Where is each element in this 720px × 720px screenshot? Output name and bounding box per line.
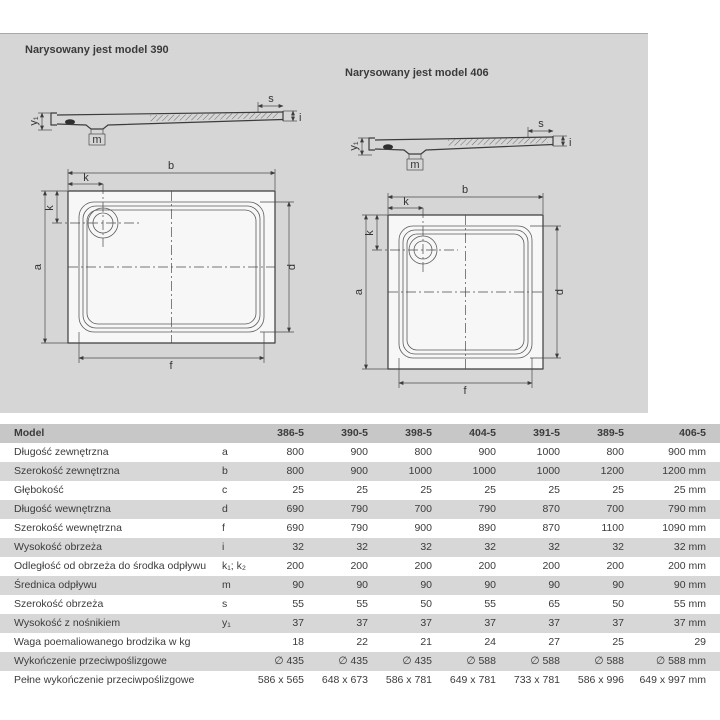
svg-text:k: k [44,205,56,211]
diagram-title: Narysowany jest model 390 [25,44,169,56]
dim-s [528,118,553,138]
row-symbol: f [222,522,225,534]
row-value: 25 [612,636,624,648]
table-row [0,557,720,576]
tray-edge-lip [369,138,375,150]
dim-m [407,154,423,171]
row-value: 24 [484,636,496,648]
row-value: 900 mm [668,446,706,458]
svg-text:d: d [554,288,566,296]
row-value: 21 [420,636,432,648]
svg-text:f: f [169,360,173,372]
row-value: 800 [286,446,304,458]
column-header: 390-5 [341,427,368,439]
dim-b [68,160,275,190]
row-value: 90 [356,579,368,591]
row-value: 1100 [601,522,624,534]
svg-text:s: s [268,93,274,105]
table-row [0,576,720,595]
row-label: Średnica odpływu [14,579,97,591]
row-value: 1000 [536,446,560,458]
row-value: 586 x 565 [257,674,304,686]
row-value: 586 x 996 [577,674,624,686]
tray-edge-lip [51,113,57,125]
row-value: 870 [542,522,560,534]
table-header-model: Model [14,427,45,439]
row-value: 32 [292,541,304,553]
svg-text:y₁: y₁ [28,116,40,126]
row-value: 37 [292,617,304,629]
row-value: 649 x 997 mm [639,674,706,686]
table-header-symbol [222,424,256,443]
column-header: 389-5 [597,427,624,439]
svg-text:b: b [461,184,469,196]
row-value: 700 [414,503,432,515]
row-value: 790 [350,503,368,515]
row-value: ∅ 435 [338,655,368,667]
dim-k-top [388,196,423,208]
row-symbol: m [222,579,231,591]
table-row [0,443,720,462]
row-value: 22 [356,636,368,648]
row-value: 32 [420,541,432,553]
row-value: 90 [420,579,432,591]
row-value: 1200 [600,465,624,477]
row-label: Wysokość obrzeża [14,541,103,553]
column-header: 391-5 [533,427,560,439]
svg-text:s: s [538,118,544,130]
dim-y1 [28,113,52,130]
row-value: 200 [606,560,624,572]
row-value: 55 [292,598,304,610]
row-value: 25 [484,484,496,496]
row-value: 25 [548,484,560,496]
row-symbol: y₁ [222,617,231,629]
row-value: 90 mm [673,579,706,591]
svg-text:a: a [32,263,44,271]
row-value: 37 mm [673,617,706,629]
row-value: 25 [612,484,624,496]
row-value: 37 [356,617,368,629]
row-label: Wysokość z nośnikiem [14,617,121,629]
svg-text:k: k [403,196,409,208]
row-value: 586 x 781 [385,674,432,686]
row-symbol: a [222,446,228,458]
dim-m [89,129,105,146]
row-symbol: s [222,598,228,610]
row-value: 800 [606,446,624,458]
row-label: Długość zewnętrzna [14,446,109,458]
row-symbol: c [222,484,228,496]
row-value: ∅ 588 mm [656,655,706,667]
row-value: ∅ 435 [402,655,432,667]
column-header: 406-5 [679,427,706,439]
row-value: ∅ 588 [530,655,560,667]
row-value: 733 x 781 [513,674,560,686]
table-row [0,652,720,671]
table-row [0,462,720,481]
row-value: 1200 mm [662,465,706,477]
row-value: 900 [350,465,368,477]
row-value: 900 [414,522,432,534]
table-row [0,538,720,557]
row-value: 200 [478,560,496,572]
svg-text:i: i [569,137,572,149]
table-header-row [0,424,720,443]
table-row [0,671,720,690]
row-symbol [222,671,256,690]
row-symbol: b [222,465,228,477]
column-header: 386-5 [277,427,304,439]
row-value: 37 [548,617,560,629]
row-value: 200 [414,560,432,572]
row-value: 29 [694,636,706,648]
row-value: 690 [286,503,304,515]
row-value: 55 [484,598,496,610]
row-value: 700 [606,503,624,515]
table-row [0,614,720,633]
row-value: 790 [350,522,368,534]
row-symbol [222,633,256,652]
row-value: 27 [548,636,560,648]
svg-text:f: f [463,385,467,397]
svg-text:k: k [83,172,89,184]
row-value: 25 [420,484,432,496]
row-value: 1000 [408,465,432,477]
row-symbol: k₁; k₂ [222,560,246,572]
row-value: 90 [548,579,560,591]
row-value: 90 [612,579,624,591]
row-label: Długość wewnętrzna [14,503,111,515]
row-value: 37 [420,617,432,629]
technical-drawing [0,34,648,414]
row-value: 50 [420,598,432,610]
row-label: Wykończenie przeciwpoślizgowe [14,655,167,667]
row-value: 37 [612,617,624,629]
side-profile-view-406 [348,118,571,171]
row-value: 18 [292,636,304,648]
column-header: 398-5 [405,427,432,439]
row-value: 55 mm [673,598,706,610]
row-label: Szerokość zewnętrzna [14,465,120,477]
row-value: 32 [548,541,560,553]
row-value: ∅ 588 [594,655,624,667]
row-value: 32 [356,541,368,553]
row-value: 32 mm [673,541,706,553]
table-row [0,519,720,538]
row-value: 800 [286,465,304,477]
spec-table [0,424,720,690]
row-symbol: d [222,503,228,515]
row-value: 790 [478,503,496,515]
side-profile-view-390 [28,93,301,146]
row-value: 25 mm [673,484,706,496]
row-label: Pełne wykończenie przeciwpoślizgowe [14,674,195,686]
diagram-title: Narysowany jest model 406 [345,67,489,79]
row-value: 25 [356,484,368,496]
row-value: 50 [612,598,624,610]
svg-text:m: m [410,159,420,171]
dim-b [388,184,543,214]
diagram-panel [0,33,648,413]
row-value: 90 [292,579,304,591]
top-view-390 [32,160,298,372]
diagram-model-406 [345,67,571,397]
table-row [0,595,720,614]
svg-text:i: i [299,112,302,124]
row-value: 200 [286,560,304,572]
row-label: Odległość od obrzeża do środka odpływu [14,560,207,572]
row-value: ∅ 588 [466,655,496,667]
table-row [0,481,720,500]
row-symbol [222,652,256,671]
row-value: 55 [356,598,368,610]
row-value: 800 [414,446,432,458]
column-header: 404-5 [469,427,496,439]
dim-s [258,93,283,113]
row-label: Szerokość obrzeża [14,598,104,610]
row-value: ∅ 435 [274,655,304,667]
row-value: 900 [478,446,496,458]
dim-a [32,191,68,343]
row-value: 648 x 673 [321,674,368,686]
row-label: Waga poemaliowanego brodzika w kg [14,636,191,648]
dim-k-left [44,191,57,223]
row-value: 900 [350,446,368,458]
svg-text:b: b [167,160,175,172]
row-label: Głębokość [14,484,64,496]
row-value: 65 [548,598,560,610]
dim-a [353,215,388,369]
row-value: 90 [484,579,496,591]
svg-text:d: d [286,263,298,271]
row-value: 890 [478,522,496,534]
row-value: 32 [484,541,496,553]
row-value: 32 [612,541,624,553]
tray-bottom-line [375,145,553,155]
dim-i [553,136,571,149]
row-symbol: i [222,541,225,553]
row-value: 790 mm [668,503,706,515]
row-value: 1000 [472,465,496,477]
tray-bottom-line [57,120,283,130]
row-value: 870 [542,503,560,515]
diagram-model-390 [25,44,301,372]
row-label: Szerokość wewnętrzna [14,522,122,534]
row-value: 1000 [536,465,560,477]
row-value: 200 [350,560,368,572]
svg-text:y₁: y₁ [348,141,360,151]
row-value: 200 [542,560,560,572]
table-row [0,633,720,652]
svg-text:k: k [364,230,376,236]
svg-text:a: a [353,288,365,296]
dim-k-top [68,172,103,184]
svg-text:m: m [92,134,102,146]
row-value: 649 x 781 [449,674,496,686]
row-value: 1090 mm [662,522,706,534]
table-row [0,500,720,519]
row-value: 200 mm [668,560,706,572]
row-value: 37 [484,617,496,629]
top-view-406 [353,184,566,397]
dim-i [283,111,301,124]
row-value: 25 [292,484,304,496]
row-value: 690 [286,522,304,534]
